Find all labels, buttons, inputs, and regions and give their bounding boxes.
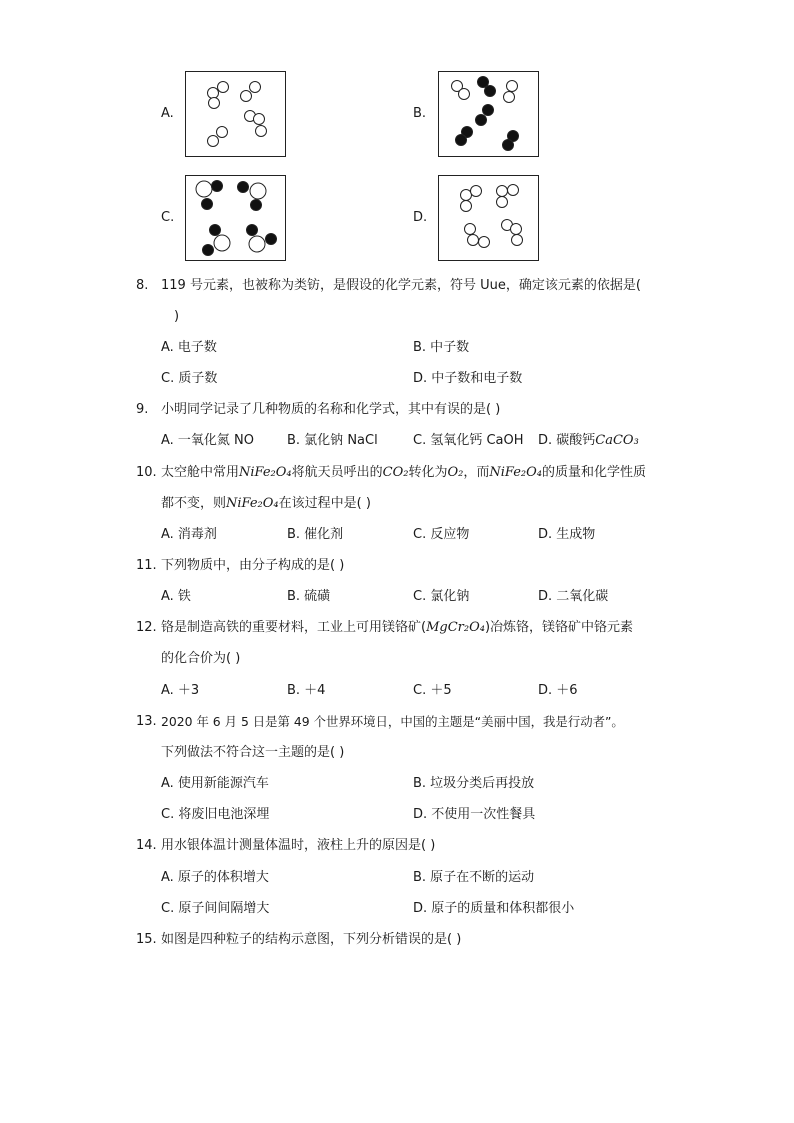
- q7-option-b-diagram: [438, 71, 539, 157]
- molecule-diagram-a: [186, 72, 285, 156]
- q7-option-a-label: A.: [161, 106, 174, 121]
- q12-text-2: )冶炼铬，镁铬矿中铬元素: [484, 620, 634, 635]
- q9-option-d-formula: CaCO₃: [595, 433, 639, 448]
- q9-option-c: C. 氢氧化钙 CaOH: [413, 433, 524, 448]
- q10-text-4: ，而: [463, 465, 490, 480]
- q12-line1: [161, 620, 633, 636]
- q14-stem: 用水银体温计测量体温时，液柱上升的原因是( ): [161, 838, 436, 853]
- q14-option-b: B. 原子在不断的运动: [413, 870, 535, 885]
- q9-number: 9.: [136, 402, 149, 417]
- q13-option-d: D. 不使用一次性餐具: [413, 807, 536, 822]
- q8-stem: 119 号元素，也被称为类钫，是假设的化学元素，符号 Uue，确定该元素的依据是(: [161, 278, 641, 293]
- molecule-diagram-b: [439, 72, 538, 156]
- q11-option-a: A. 铁: [161, 589, 191, 604]
- q8-stem-cont: ): [174, 309, 180, 324]
- q9-option-b: B. 氯化钠 NaCl: [287, 433, 378, 448]
- q9-option-d-text: D. 碳酸钙: [538, 433, 596, 448]
- q13-option-b: B. 垃圾分类后再投放: [413, 776, 535, 791]
- q10-formula-co2: CO₂: [382, 465, 409, 480]
- q12-option-a: A. ＋3: [161, 683, 200, 698]
- q12-option-c: C. ＋5: [413, 683, 452, 698]
- q10-line2: [161, 496, 371, 512]
- q7-option-d-label: D.: [413, 210, 428, 225]
- q10-number: 10.: [136, 465, 157, 480]
- q10-formula-nife2o4-3: NiFe₂O₄: [226, 496, 279, 511]
- q10-formula-nife2o4-2: NiFe₂O₄: [489, 465, 543, 480]
- q14-option-c: C. 原子间间隔增大: [161, 901, 270, 916]
- q10-option-d: D. 生成物: [538, 527, 596, 542]
- q10-text-1: 太空舱中常用: [161, 465, 240, 480]
- q8-option-b: B. 中子数: [413, 340, 470, 355]
- q13-option-a: A. 使用新能源汽车: [161, 776, 269, 791]
- q12-formula-mgcr2o4: MgCr₂O₄: [426, 620, 485, 635]
- q13-line1: 2020 年 6 月 5 日是第 49 个世界环境日，中国的主题是“美丽中国，我是行动者”。: [161, 714, 624, 729]
- q10-formula-o2: O₂: [447, 465, 464, 480]
- q9-stem: 小明同学记录了几种物质的名称和化学式，其中有误的是( ): [161, 402, 501, 417]
- q7-option-b-label: B.: [413, 106, 427, 121]
- q10-text-3: 转化为: [408, 465, 448, 480]
- q8-option-c: C. 质子数: [161, 371, 218, 386]
- q10-formula-nife2o4: NiFe₂O₄: [239, 465, 292, 480]
- q11-option-b: B. 硫磺: [287, 589, 331, 604]
- q12-number: 12.: [136, 620, 157, 635]
- q10-text-7: 在该过程中是( ): [278, 496, 371, 511]
- q14-option-a: A. 原子的体积增大: [161, 870, 269, 885]
- q11-option-c: C. 氯化钠: [413, 589, 470, 604]
- q10-text-5: 的质量和化学性质: [542, 465, 647, 480]
- q11-number: 11.: [136, 558, 157, 573]
- q10-line1: [161, 465, 646, 481]
- q12-text-1: 铬是制造高铁的重要材料，工业上可用镁铬矿(: [161, 620, 427, 635]
- q9-option-d: [538, 433, 639, 449]
- q10-option-c: C. 反应物: [413, 527, 470, 542]
- q14-option-d: D. 原子的质量和体积都很小: [413, 901, 575, 916]
- q10-text-6: 都不变，则: [161, 496, 227, 511]
- q10-option-a: A. 消毒剂: [161, 527, 217, 542]
- q15-stem: 如图是四种粒子的结构示意图，下列分析错误的是( ): [161, 932, 462, 947]
- q11-option-d: D. 二氧化碳: [538, 589, 609, 604]
- q12-option-b: B. ＋4: [287, 683, 326, 698]
- q12-option-d: D. ＋6: [538, 683, 578, 698]
- q13-number: 13.: [136, 714, 157, 729]
- q15-number: 15.: [136, 932, 157, 947]
- q11-stem: 下列物质中，由分子构成的是( ): [161, 558, 345, 573]
- molecule-diagram-c: [186, 176, 285, 260]
- q13-line2: 下列做法不符合这一主题的是( ): [161, 745, 345, 760]
- q8-option-d: D. 中子数和电子数: [413, 371, 523, 386]
- q7-option-d-diagram: [438, 175, 539, 261]
- molecule-diagram-d: [439, 176, 538, 260]
- q9-option-a: A. 一氧化氮 NO: [161, 433, 255, 448]
- q7-option-c-label: C.: [161, 210, 175, 225]
- q7-option-a-diagram: [185, 71, 286, 157]
- q12-line2: 的化合价为( ): [161, 651, 241, 666]
- q10-text-2: 将航天员呼出的: [291, 465, 383, 480]
- q8-option-a: A. 电子数: [161, 340, 217, 355]
- q14-number: 14.: [136, 838, 157, 853]
- q8-number: 8.: [136, 278, 149, 293]
- q7-option-c-diagram: [185, 175, 286, 261]
- q10-option-b: B. 催化剂: [287, 527, 344, 542]
- q13-option-c: C. 将废旧电池深埋: [161, 807, 270, 822]
